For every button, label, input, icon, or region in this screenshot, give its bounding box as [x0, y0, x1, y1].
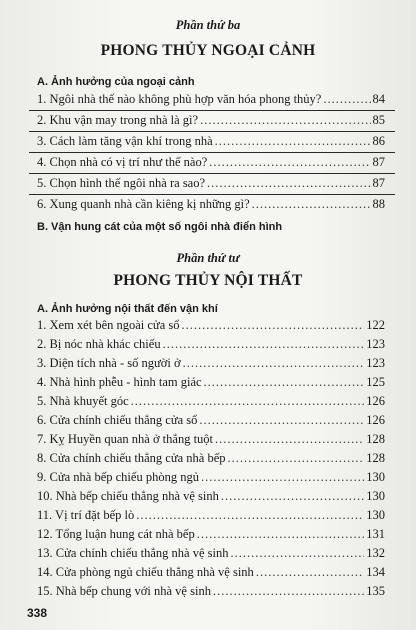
toc-entry [37, 134, 385, 150]
part4-label: Phần thứ tư [176, 251, 240, 265]
row-divider [29, 194, 395, 195]
toc-leader [204, 375, 365, 390]
toc-entry-page: 126 [366, 394, 385, 408]
toc-entry-text: 9. Cửa nhà bếp chiếu phòng ngủ [37, 470, 199, 484]
toc-entry-text: 8. Cửa chính chiếu thẳng cửa nhà bếp [37, 451, 226, 465]
toc-leader [199, 413, 364, 428]
toc-entry-text: 4. Chọn nhà có vị trí như thế nào? [37, 155, 208, 169]
toc-leader [215, 432, 364, 447]
toc-leader [200, 113, 370, 128]
toc-entry-page: 130 [366, 508, 385, 522]
toc-entry [37, 394, 385, 410]
toc-leader [209, 155, 370, 170]
toc-entry-text: 1. Ngôi nhà thế nào không phù hợp văn hóa phong thủy? [37, 92, 322, 106]
toc-entry-page: 88 [372, 197, 385, 211]
toc-entry-text: 13. Cửa chính chiếu thẳng nhà vệ sinh [37, 546, 229, 560]
toc-leader [323, 92, 370, 107]
part3-section-b: B. Vận hung cát của một số ngôi nhà điển hình [37, 221, 283, 233]
toc-entry-page: 134 [366, 565, 385, 579]
toc-entry [37, 197, 385, 213]
row-divider [29, 131, 395, 132]
toc-leader [131, 394, 365, 409]
toc-leader [256, 565, 364, 580]
toc-entry [37, 375, 385, 391]
toc-entry-page: 122 [366, 318, 385, 332]
row-divider [29, 152, 395, 153]
toc-leader [136, 508, 364, 523]
toc-entry-page: 85 [372, 113, 385, 127]
toc-leader [207, 176, 370, 191]
toc-entry [37, 451, 385, 467]
toc-leader [230, 546, 364, 561]
part4-title: PHONG THỦY NỘI THẤT [113, 272, 303, 289]
toc-leader [197, 527, 365, 542]
toc-entry-text: 2. Bị nóc nhà khác chiếu [37, 337, 161, 351]
toc-entry-page: 87 [372, 155, 385, 169]
toc-entry [37, 113, 385, 129]
toc-entry-text: 7. Kỵ Huyền quan nhà ở thẳng tuột [37, 432, 214, 446]
toc-entry [37, 176, 385, 192]
toc-entry-page: 125 [366, 375, 385, 389]
toc-entry [37, 432, 385, 448]
part4-section-a: A. Ảnh hưởng nội thất đến vận khí [37, 303, 218, 315]
toc-entry-text: 6. Xung quanh nhà cần kiêng kị những gì? [37, 197, 250, 211]
toc-leader [182, 318, 365, 333]
toc-leader [215, 134, 371, 149]
toc-entry-text: 11. Vị trí đặt bếp lò [37, 508, 135, 522]
toc-entry-text: 3. Cách làm tăng vận khí trong nhà [37, 134, 213, 148]
toc-entry-page: 123 [366, 356, 385, 370]
toc-entry-page: 130 [366, 470, 385, 484]
toc-entry [37, 155, 385, 171]
toc-entry-page: 130 [366, 489, 385, 503]
toc-entry-text: 4. Nhà hình phễu - hình tam giác [37, 375, 202, 389]
toc-leader [163, 337, 365, 352]
toc-entry [37, 546, 385, 562]
page-number: 338 [27, 606, 48, 620]
toc-leader [252, 197, 371, 212]
toc-entry-text: 14. Cửa phòng ngủ chiếu thẳng nhà vệ sinh [37, 565, 254, 579]
toc-entry-page: 86 [372, 134, 385, 148]
part3-label: Phần thứ ba [175, 18, 241, 32]
toc-entry-page: 135 [366, 584, 385, 598]
toc-leader [183, 356, 365, 371]
toc-entry-page: 126 [366, 413, 385, 427]
toc-entry [37, 489, 385, 505]
toc-entry-text: 10. Nhà bếp chiếu thẳng nhà vệ sinh [37, 489, 219, 503]
toc-entry-page: 123 [366, 337, 385, 351]
toc-entry [37, 527, 385, 543]
toc-entry [37, 337, 385, 353]
toc-entry-text: 12. Tổng luận hung cát nhà bếp [37, 527, 195, 541]
toc-entry-page: 128 [366, 451, 385, 465]
toc-entry [37, 92, 385, 108]
toc-entry-text: 15. Nhà bếp chung với nhà vệ sinh [37, 584, 211, 598]
toc-entry [37, 356, 385, 372]
toc-leader [228, 451, 365, 466]
toc-entry [37, 470, 385, 486]
toc-entry-page: 128 [366, 432, 385, 446]
toc-entry-page: 132 [366, 546, 385, 560]
toc-entry-page: 84 [372, 92, 385, 106]
toc-leader [213, 584, 364, 599]
toc-entry-text: 5. Chọn hình thế ngôi nhà ra sao? [37, 176, 206, 190]
toc-entry-text: 5. Nhà khuyết góc [37, 394, 129, 408]
row-divider [29, 173, 395, 174]
toc-entry-page: 131 [366, 527, 385, 541]
toc-entry-text: 2. Khu vận may trong nhà là gì? [37, 113, 199, 127]
part3-section-a: A. Ảnh hưởng của ngoại cảnh [37, 76, 195, 88]
toc-entry-page: 87 [372, 176, 385, 190]
row-divider [29, 110, 395, 111]
part3-title: PHONG THỦY NGOẠI CẢNH [100, 42, 316, 59]
toc-entry-text: 6. Cửa chính chiếu thẳng cửa sổ [37, 413, 198, 427]
toc-leader [221, 489, 364, 504]
toc-entry-text: 1. Xem xét bên ngoài cửa sổ [37, 318, 180, 332]
toc-entry [37, 413, 385, 429]
toc-leader [201, 470, 364, 485]
toc-entry [37, 565, 385, 581]
toc-entry [37, 508, 385, 524]
toc-entry [37, 318, 385, 334]
toc-entry [37, 584, 385, 600]
toc-entry-text: 3. Diện tích nhà - số người ở [37, 356, 181, 370]
